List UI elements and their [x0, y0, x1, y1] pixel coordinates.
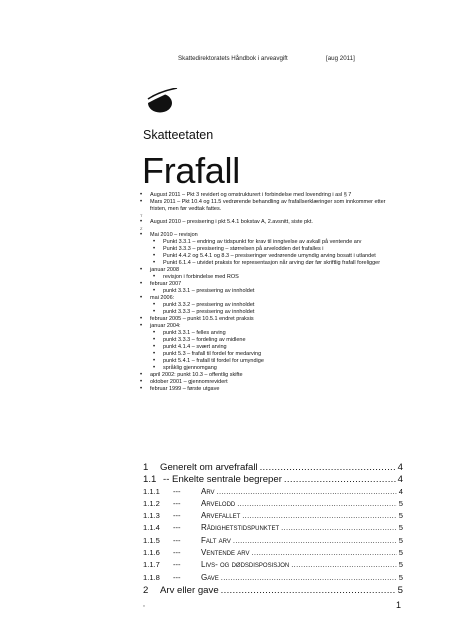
toc-entry[interactable] [143, 548, 403, 560]
change-log-list [140, 192, 390, 393]
change-log-text: februar 2005 – punkt 10.5.1 endret praksis [150, 316, 254, 322]
toc-leader-dots [242, 511, 397, 520]
change-log-subitem: • revisjon i forbindelse med ROS [153, 274, 390, 281]
toc-entry[interactable] [143, 523, 403, 535]
toc-number: 1.1.1 [143, 486, 160, 496]
toc-title: Falt arv [201, 535, 231, 545]
change-log-text: August 2011 – Pkt 3 revidert og omstrukturert i forbindelse med lovendring i asl § 7 [150, 192, 352, 198]
toc-number: 1.1.5 [143, 535, 160, 545]
toc-page-number: 5 [398, 548, 403, 558]
toc-number: 1.1.6 [143, 548, 160, 558]
table-of-contents [143, 462, 403, 597]
change-log-sublist [153, 239, 390, 267]
change-log-item [140, 386, 390, 393]
toc-page-number: 5 [398, 523, 403, 533]
skatteetaten-logo-icon [143, 88, 179, 114]
change-log-subitem: • Punkt 3.3.3 – presisering – størrelsen på arvelodden det frafalles i [153, 246, 390, 253]
toc-dashes: --- [173, 486, 181, 496]
toc-leader-dots [251, 548, 396, 557]
change-log-subitem: • Punkt 6.1.4 – utvidet praksis for representasjon når arving dør før skriftlig frafall foreligger [153, 260, 390, 267]
toc-dashes: --- [173, 523, 181, 533]
change-log-text: oktober 2001 – gjennomrevidert [150, 379, 228, 385]
toc-page-number: 5 [398, 535, 403, 545]
change-log-text: februar 2007 [150, 281, 182, 287]
toc-entry[interactable] [143, 487, 403, 499]
change-log-text: mai 2006: [150, 295, 175, 301]
toc-page-number: 5 [398, 560, 403, 570]
change-log-text: april 2002: punkt 10.3 – offentlig skifte [150, 372, 243, 378]
toc-title: Arv eller gave [160, 584, 219, 596]
toc-page-number: 5 [397, 584, 403, 596]
change-log-item [140, 323, 390, 372]
document-title: Frafall [142, 150, 240, 191]
change-log-item [140, 281, 390, 295]
change-log-item [140, 232, 390, 267]
change-log-subitem: • punkt 3.3.3 – fordeling av midlene [153, 337, 390, 344]
toc-dashes: --- [173, 498, 181, 508]
toc-entry[interactable] [143, 536, 403, 548]
toc-leader-dots [291, 560, 397, 569]
change-log-text: januar 2008 [150, 267, 180, 273]
change-log-item [140, 267, 390, 281]
change-log-item [140, 192, 390, 199]
toc-page-number: 4 [397, 462, 403, 473]
change-log-item [140, 295, 390, 316]
change-log-subitem: • punkt 5.3 – frafall til fordel for medarving [153, 351, 390, 358]
organization-name: Skatteetaten [143, 128, 214, 142]
change-log-item [140, 316, 390, 323]
change-log-item [140, 199, 390, 213]
toc-entry[interactable] [143, 474, 403, 486]
toc-number: 1 [143, 462, 149, 473]
change-log-text: januar 2004: [150, 323, 181, 329]
change-log-text: februar 1999 – første utgave [150, 386, 220, 392]
change-log-subitem: • punkt 4.1.4 – svært arving [153, 344, 390, 351]
toc-leader-dots [217, 487, 397, 496]
toc-page-number: 5 [398, 511, 403, 521]
toc-leader-dots [237, 499, 397, 508]
toc-number: 2 [143, 584, 149, 596]
change-log-subitem: • Punkt 4.4.2 og 5.4.1 og 8.3 – presiseringer vedrørende umyndig arving bosatt i utlandet [153, 253, 390, 260]
change-log-separator: T [140, 213, 143, 218]
toc-title: Arvefallet [201, 511, 241, 521]
change-log-sublist [153, 302, 390, 316]
toc-dashes: --- [173, 511, 181, 521]
header-date: [aug 2011] [326, 55, 355, 62]
toc-title: Ventende arv [201, 548, 250, 558]
toc-entry[interactable] [143, 462, 403, 474]
change-log-text: August 2010 – presisering i pkt 5.4.1 bokstav A, 2.avsnitt, siste pkt. [150, 219, 313, 225]
toc-leader-dots [284, 474, 396, 485]
change-log-sublist [153, 274, 390, 281]
toc-entry[interactable] [143, 585, 403, 597]
change-log-subitem: • språklig gjennomgang [153, 365, 390, 372]
toc-leader-dots [233, 536, 397, 545]
change-log-separator: Z [140, 226, 143, 231]
toc-page-number: 4 [398, 486, 403, 496]
toc-title: Arvelodd [201, 498, 236, 508]
toc-leader-dots [281, 523, 397, 532]
toc-entry[interactable] [143, 560, 403, 572]
toc-leader-dots [221, 573, 397, 582]
toc-title: Livs- og dødsdisposisjon [201, 560, 290, 570]
toc-page-number: 4 [397, 474, 403, 486]
toc-title: -- Enkelte sentrale begreper [163, 474, 282, 486]
toc-title: Gave [201, 572, 219, 582]
toc-dashes: --- [173, 548, 181, 558]
change-log-sublist [153, 288, 390, 295]
toc-entry[interactable] [143, 499, 403, 511]
toc-number: 1.1.2 [143, 498, 160, 508]
toc-number: 1.1.4 [143, 523, 160, 533]
change-log-subitem: • punkt 3.3.3 – presisering av innholdet [153, 309, 390, 316]
toc-entry[interactable] [143, 511, 403, 523]
change-log-subitem: • punkt 3.3.2 – presisering av innholdet [153, 302, 390, 309]
toc-number: 1.1 [143, 474, 157, 486]
toc-title: Generelt om arvefrafall [160, 462, 258, 473]
toc-dashes: --- [173, 572, 181, 582]
change-log-subitem: • Punkt 3.3.1 – endring av tidspunkt for krav til inngivelse av avkall på ventende arv [153, 239, 390, 246]
change-log-item [140, 219, 390, 226]
page-number: 1 [396, 600, 402, 610]
change-log-item [140, 372, 390, 379]
toc-dashes: --- [173, 560, 181, 570]
header-title: Skattedirektoratets Håndbok i arveavgift [178, 55, 288, 62]
toc-entry[interactable] [143, 573, 403, 585]
toc-number: 1.1.3 [143, 511, 160, 521]
change-log-text: Mai 2010 – revisjon [150, 232, 198, 238]
change-log [140, 192, 390, 393]
footer-mark: * [143, 605, 145, 611]
change-log-subitem: • punkt 5.4.1 – frafall til fordel for umyndige [153, 358, 390, 365]
toc-title: Arv [201, 486, 215, 496]
toc-number: 1.1.7 [143, 560, 160, 570]
change-log-item [140, 379, 390, 386]
toc-page-number: 5 [398, 498, 403, 508]
change-log-sublist [153, 330, 390, 372]
toc-page-number: 5 [398, 572, 403, 582]
toc-title: Rådighetstidspunktet [201, 523, 280, 533]
toc-number: 1.1.8 [143, 572, 160, 582]
change-log-subitem: • punkt 3.3.1 – felles arving [153, 330, 390, 337]
toc-leader-dots [221, 585, 396, 596]
toc-leader-dots [260, 462, 396, 473]
toc-dashes: --- [173, 535, 181, 545]
change-log-text: Mars 2011 – Pkt 10.4 og 11.5 vedrørende behandling av frafallserklæringer som innkommer etter fristen, men før vedtak fattes. [150, 199, 386, 212]
change-log-subitem: • punkt 3.3.1 – presisering av innholdet [153, 288, 390, 295]
